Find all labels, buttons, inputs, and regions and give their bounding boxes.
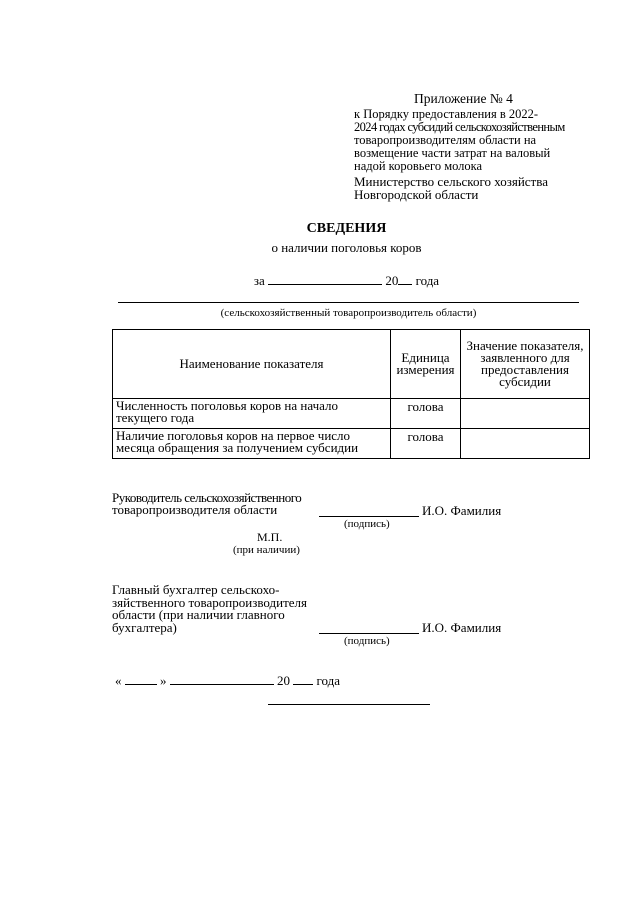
data-table (112, 329, 590, 459)
appendix-line: 2024 годах субсидий сельскохозяйственным (354, 120, 565, 134)
head-label-line: товаропроизводителя области (112, 502, 278, 517)
table-row (113, 399, 590, 429)
date-year-blank[interactable] (293, 673, 313, 685)
ministry-line: Новгородской области (354, 187, 479, 202)
period-line (0, 273, 635, 288)
accountant-label-line: бухгалтера) (112, 619, 177, 635)
table-header-row (113, 330, 590, 399)
appendix-line: возмещение части затрат на валовый (354, 146, 551, 160)
appendix-line: надой коровьего молока (354, 159, 483, 173)
producer-caption: (сельскохозяйственный товаропроизводитель области) (220, 307, 477, 319)
table-row (113, 429, 590, 459)
head-signature-caption: (подпись) (344, 518, 390, 530)
date-line (115, 673, 340, 688)
appendix-line: товаропроизводителям области на (354, 133, 537, 147)
head-signatory-label (112, 492, 312, 516)
accountant-label-line: Главный бухгалтер сельскохо- (112, 582, 280, 597)
date-year-prefix: 20 (277, 673, 290, 688)
row-name: Наличие поголовья коров на первое число месяца обращения за получением субсидии (113, 429, 391, 459)
stamp-note: (при наличии) (233, 544, 300, 556)
period-blank[interactable] (268, 273, 382, 285)
row-value-cell[interactable] (461, 429, 590, 459)
period-year-blank[interactable] (398, 273, 412, 285)
document-subtitle: о наличии поголовья коров (271, 240, 422, 255)
appendix-reference (354, 108, 594, 173)
ministry-line: Министерство сельского хозяйства (354, 174, 548, 189)
accountant-label-line: зяйственного товаропроизводителя (112, 594, 307, 610)
date-month-blank[interactable] (170, 673, 274, 685)
period-year-prefix: 20 (385, 273, 399, 288)
row-value-cell[interactable] (461, 399, 590, 429)
head-name: И.О. Фамилия (422, 503, 502, 518)
stamp-label: М.П. (257, 530, 283, 544)
document-title: СВЕДЕНИЯ (306, 221, 387, 236)
bottom-blank-line[interactable] (268, 704, 430, 705)
ministry-addressee (354, 175, 594, 201)
header-unit: Единица измерения (391, 330, 461, 399)
row-name: Численность поголовья коров на начало текущего года (113, 399, 391, 429)
date-day-blank[interactable] (125, 673, 157, 685)
date-close-quote: » (160, 673, 167, 688)
row-unit: голова (391, 399, 461, 429)
accountant-signatory-label (112, 584, 312, 634)
appendix-line: к Порядку предоставления в 2022- (354, 107, 539, 121)
period-prefix: за (253, 273, 265, 288)
header-indicator-name: Наименование показателя (113, 330, 391, 399)
producer-blank-line[interactable] (118, 302, 579, 303)
row-unit: голова (391, 429, 461, 459)
date-open-quote: « (115, 673, 122, 688)
accountant-label-line: области (при наличии главного (112, 607, 285, 622)
header-value: Значение показателя, заявленного для предоставления субсидии (461, 330, 590, 399)
appendix-title: Приложение № 4 (414, 91, 513, 106)
accountant-name: И.О. Фамилия (422, 620, 502, 635)
period-suffix: года (415, 273, 440, 288)
head-label-line: Руководитель сельскохозяйственного (112, 490, 302, 505)
date-suffix: года (316, 673, 341, 688)
accountant-signature-caption: (подпись) (344, 635, 390, 647)
